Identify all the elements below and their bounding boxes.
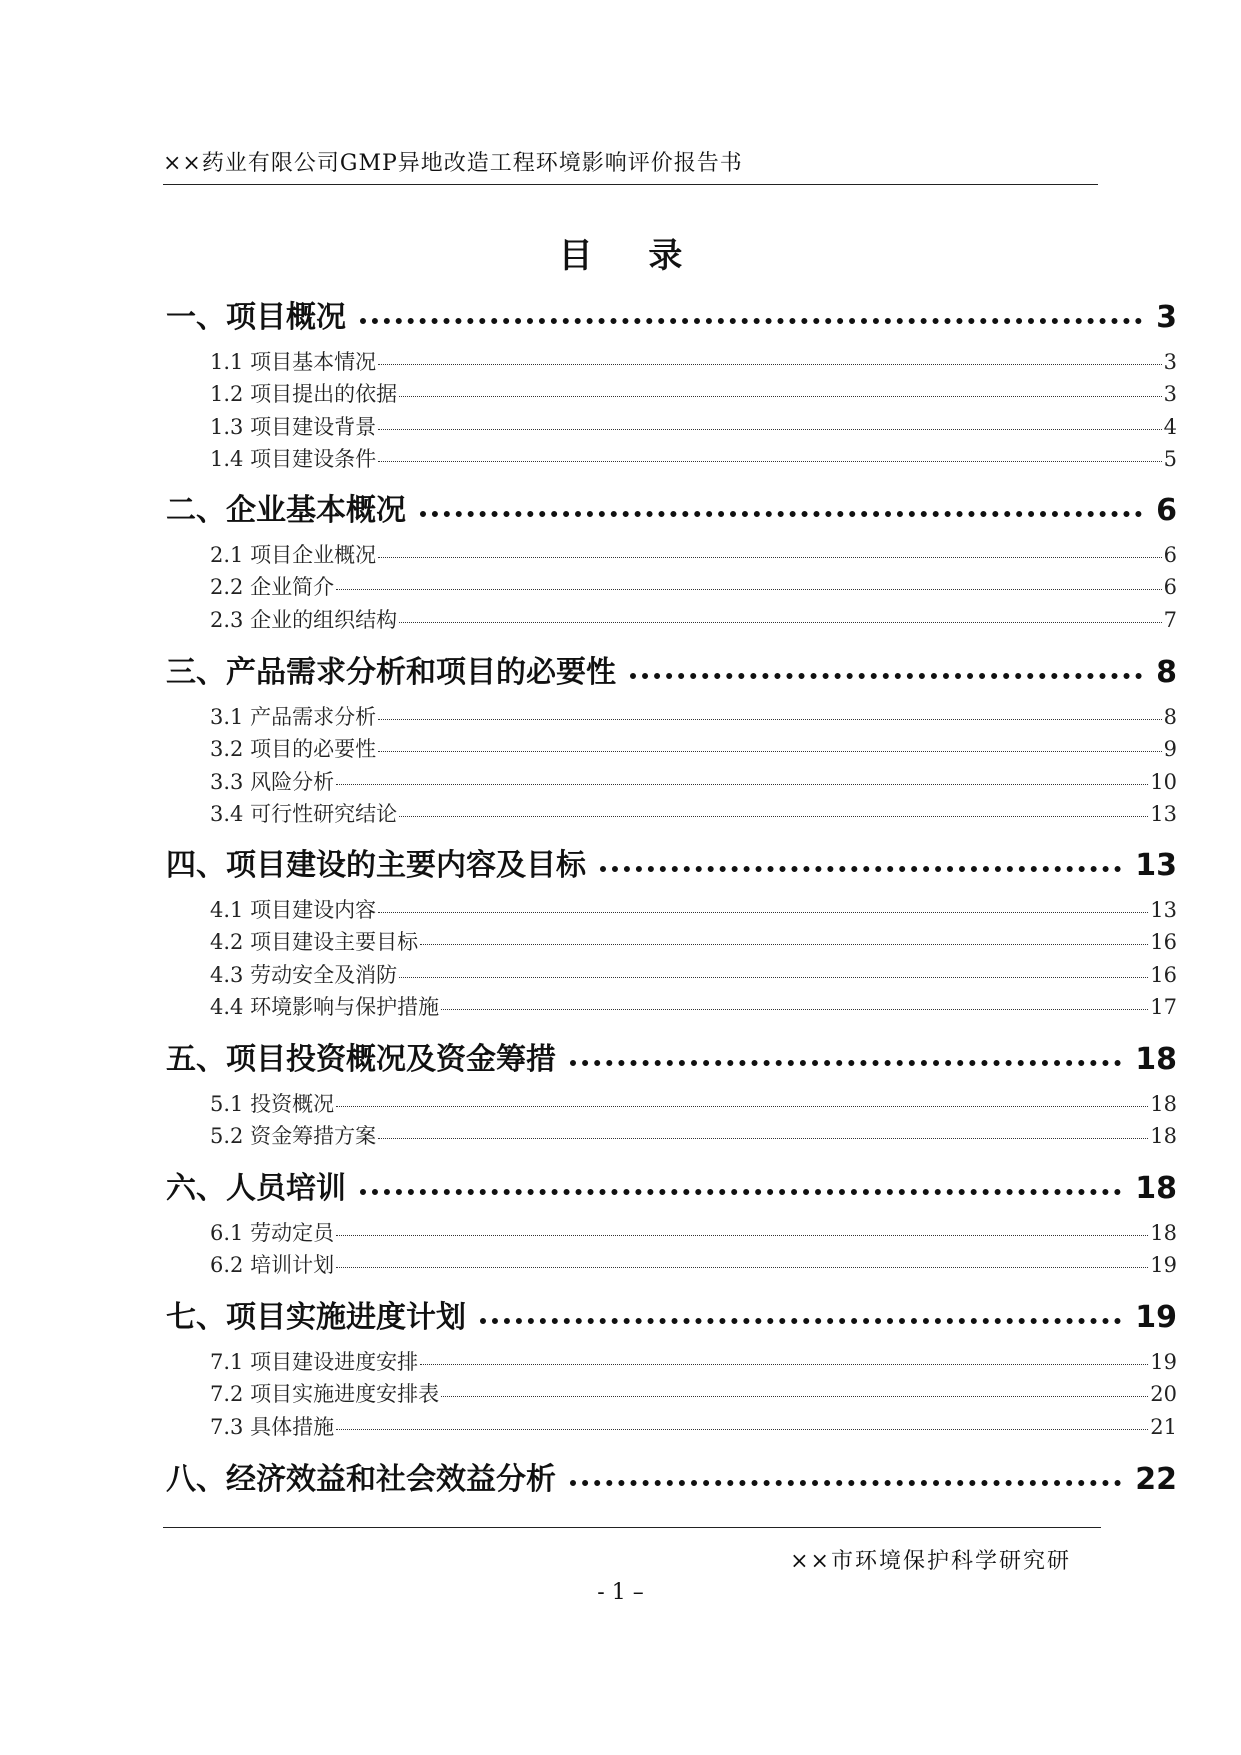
toc-entry-label: 1.3 项目建设背景 [210,414,377,439]
toc-entry-page: 6 [1156,493,1177,528]
toc-section[interactable] [166,733,1177,761]
toc-entry-page: 16 [1150,962,1177,987]
toc-entry-label: 1.1 项目基本情况 [210,350,377,374]
toc-entry-page: 9 [1163,737,1177,762]
toc-chapter[interactable] [166,1292,1177,1335]
toc-entry-page: 10 [1150,769,1177,794]
toc-entry-label: 1.4 项目建设条件 [210,447,377,472]
toc-entry-page: 21 [1150,1414,1177,1439]
toc-dot-leader [378,719,1162,720]
toc-chapter[interactable] [166,840,1177,883]
toc-section[interactable] [166,959,1177,987]
toc-section[interactable] [166,991,1177,1019]
toc-dot-leader [336,589,1162,590]
toc-entry-page: 8 [1156,655,1177,690]
toc-entry-page: 20 [1150,1382,1177,1407]
toc-title: 目 录 [558,236,705,276]
toc-chapter[interactable] [166,1163,1177,1206]
toc-dot-leader [378,557,1162,558]
toc-entry-label: 四、项目建设的主要内容及目标 [166,848,586,883]
toc-entry-label: 5.1 投资概况 [210,1092,335,1116]
toc-entry-label: 七、项目实施进度计划 [166,1300,466,1335]
toc-chapter[interactable] [166,292,1177,335]
toc-dot-leader [420,511,1142,517]
toc-section[interactable] [166,1378,1177,1406]
toc-dot-leader [336,1106,1148,1107]
toc-section[interactable] [166,1411,1177,1439]
toc-dot-leader [360,1189,1121,1195]
toc-chapter[interactable] [166,1034,1177,1077]
toc-entry-label: 三、产品需求分析和项目的必要性 [166,655,616,690]
toc-entry-page: 5 [1163,447,1177,472]
toc-section[interactable] [166,411,1177,439]
header-rule [163,184,1098,185]
toc-dot-leader [360,318,1142,324]
toc-section[interactable] [166,798,1177,826]
toc-entry-label: 1.2 项目提出的依据 [210,382,398,407]
toc-dot-leader [378,912,1148,913]
toc-section[interactable] [166,926,1177,954]
toc-section[interactable] [166,1120,1177,1148]
toc-dot-leader [336,1267,1148,1268]
toc-entry-page: 4 [1163,414,1177,439]
toc-dot-leader [336,1235,1148,1236]
toc-entry-page: 19 [1135,1300,1177,1335]
toc-entry-label: 4.2 项目建设主要目标 [210,930,419,955]
toc-entry-page: 3 [1163,382,1177,407]
toc-section[interactable] [166,1217,1177,1245]
toc-chapter[interactable] [166,485,1177,528]
toc-entry-label: 二、企业基本概况 [166,493,406,528]
toc-section[interactable] [166,604,1177,632]
toc-entry-label: 2.2 企业简介 [210,575,335,600]
toc-dot-leader [399,396,1162,397]
toc-section[interactable] [166,443,1177,471]
toc-entry-page: 6 [1163,543,1177,567]
toc-entry-label: 2.3 企业的组织结构 [210,607,398,632]
toc-dot-leader [378,461,1162,462]
toc-entry-label: 3.1 产品需求分析 [210,705,377,729]
toc-entry-page: 7 [1163,607,1177,632]
toc-dot-leader [420,944,1148,945]
toc-entry-label: 4.3 劳动安全及消防 [210,962,398,987]
toc-entry-label: 2.1 项目企业概况 [210,543,377,567]
toc-section[interactable] [166,378,1177,406]
toc-entry-page: 13 [1150,898,1177,922]
toc-entry-page: 13 [1150,802,1177,827]
toc-entry-page: 18 [1150,1124,1177,1149]
toc-section[interactable] [166,701,1177,729]
toc-entry-label: 八、经济效益和社会效益分析 [166,1462,556,1497]
toc-dot-leader [570,1480,1121,1486]
page-header: ××药业有限公司GMP异地改造工程环境影响评价报告书 [163,151,743,176]
toc-dot-leader [378,364,1162,365]
toc-section[interactable] [166,1249,1177,1277]
toc-entry-label: 3.3 风险分析 [210,769,335,794]
toc-entry-label: 5.2 资金筹措方案 [210,1124,377,1149]
footer-organization: ××市环境保护科学研究研 [790,1549,1071,1574]
toc-entry-label: 4.1 项目建设内容 [210,898,377,922]
toc-dot-leader [570,1060,1121,1066]
toc-dot-leader [336,784,1148,785]
toc-entry-page: 13 [1135,848,1177,883]
toc-section[interactable] [166,346,1177,374]
toc-entry-page: 3 [1163,350,1177,374]
toc-entry-page: 18 [1135,1171,1177,1206]
toc-section[interactable] [166,766,1177,794]
toc-dot-leader [378,751,1162,752]
toc-entry-label: 一、项目概况 [166,300,346,335]
toc-entry-label: 7.1 项目建设进度安排 [210,1350,419,1374]
toc-entry-label: 7.2 项目实施进度安排表 [210,1382,440,1407]
toc-entry-label: 7.3 具体措施 [210,1414,335,1439]
toc-entry-page: 6 [1163,575,1177,600]
toc-entry-page: 19 [1150,1350,1177,1374]
toc-entry-page: 18 [1135,1042,1177,1077]
toc-dot-leader [399,622,1162,623]
footer-rule [163,1527,1101,1528]
toc-dot-leader [378,429,1162,430]
toc-section[interactable] [166,1346,1177,1374]
toc-chapter[interactable] [166,1454,1177,1497]
toc-dot-leader [441,1396,1148,1397]
toc-entry-label: 五、项目投资概况及资金筹措 [166,1042,556,1077]
toc-entry-page: 16 [1150,930,1177,955]
toc-entry-label: 3.2 项目的必要性 [210,737,377,762]
toc-entry-page: 3 [1156,300,1177,335]
toc-section[interactable] [166,894,1177,922]
page-number: - 1 – [597,1580,644,1605]
toc-dot-leader [336,1429,1148,1430]
toc-entry-page: 18 [1150,1221,1177,1245]
toc-entry-label: 3.4 可行性研究结论 [210,802,398,827]
toc-dot-leader [399,977,1148,978]
toc-dot-leader [399,816,1148,817]
toc-entry-page: 19 [1150,1253,1177,1278]
toc-entry-label: 六、人员培训 [166,1171,346,1206]
toc-entry-label: 6.2 培训计划 [210,1253,335,1278]
toc-entry-page: 18 [1150,1092,1177,1116]
toc-entry-page: 8 [1163,705,1177,729]
toc-dot-leader [441,1009,1148,1010]
toc-dot-leader [600,866,1121,872]
toc-dot-leader [378,1138,1148,1139]
toc-entry-page: 17 [1150,995,1177,1020]
toc-chapter[interactable] [166,647,1177,690]
toc-dot-leader [630,673,1142,679]
toc-entry-page: 22 [1135,1462,1177,1497]
toc-section[interactable] [166,539,1177,567]
toc-section[interactable] [166,1088,1177,1116]
toc-entry-label: 6.1 劳动定员 [210,1221,335,1245]
toc-section[interactable] [166,571,1177,599]
toc-entry-label: 4.4 环境影响与保护措施 [210,995,440,1020]
toc-dot-leader [420,1364,1148,1365]
toc-dot-leader [480,1318,1121,1324]
